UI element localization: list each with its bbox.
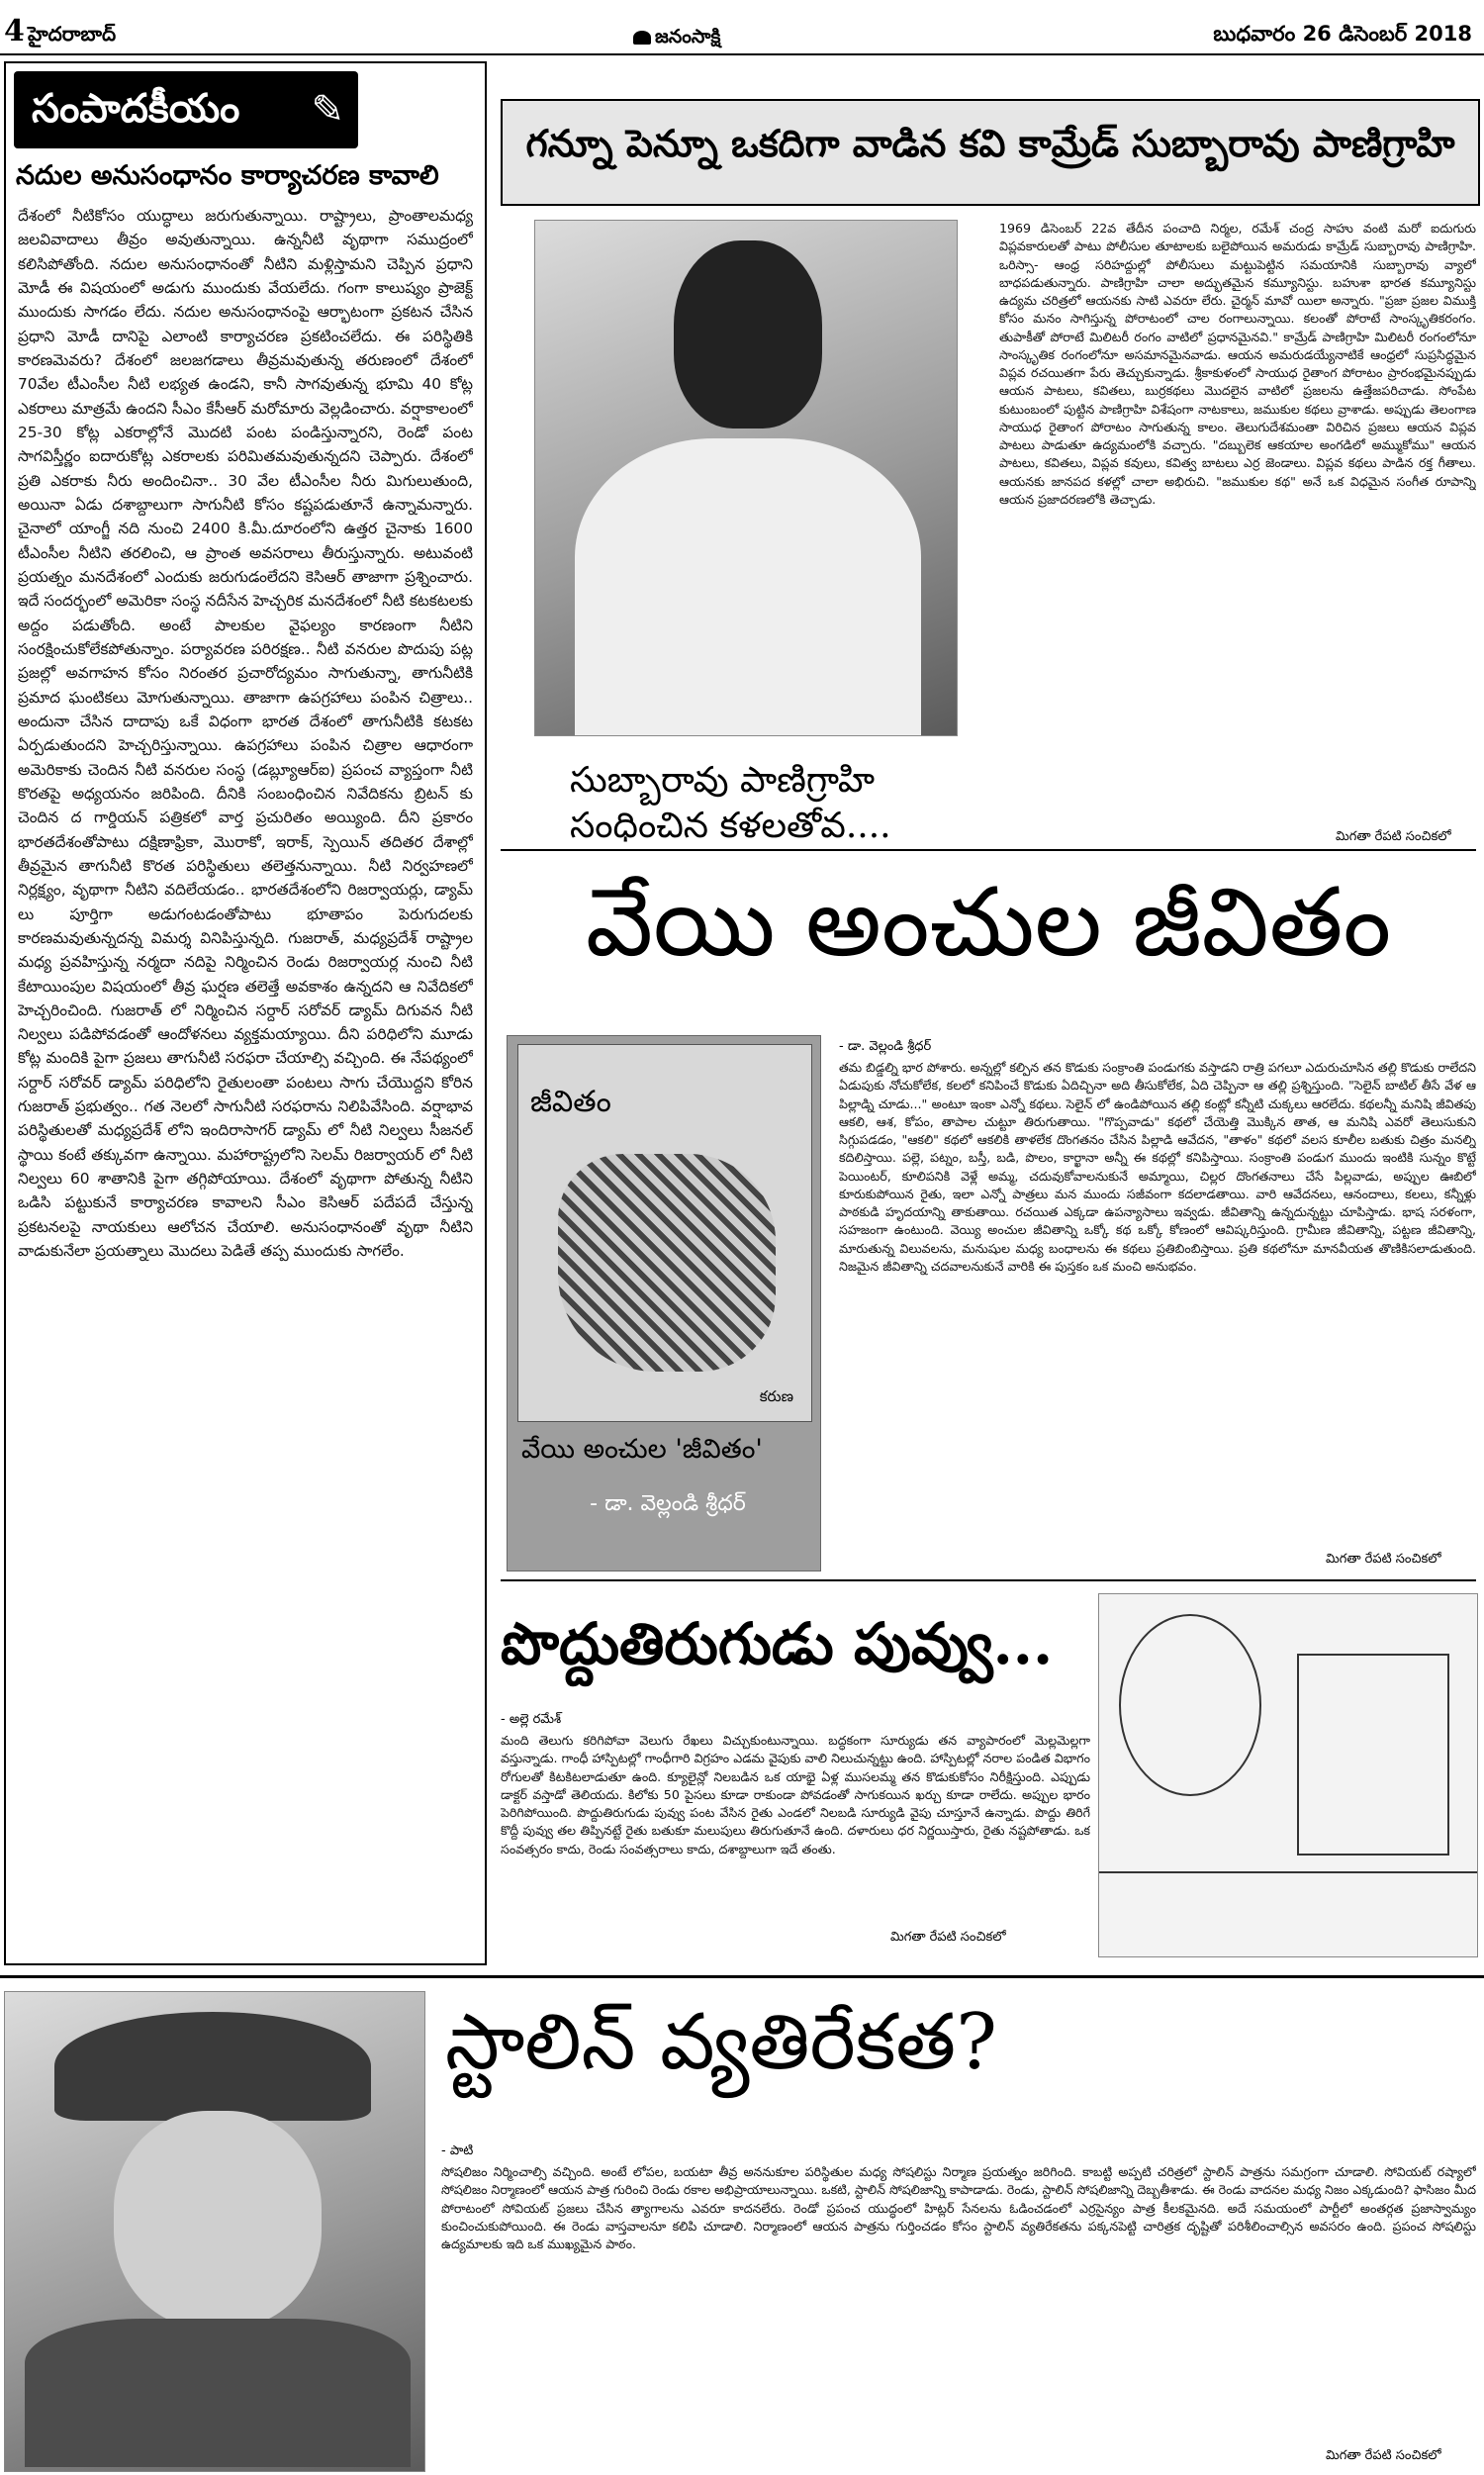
photo-face: [114, 2111, 322, 2329]
story2-rule: [501, 1579, 1476, 1581]
story4-author: - పాటి: [441, 2143, 474, 2158]
story2-headline: వేయి అంచుల జీవితం: [585, 871, 1392, 976]
photo-cap: [54, 2012, 371, 2121]
editorial-badge: సంపాదకీయం ✎: [14, 71, 358, 148]
book-author: - డా. వెల్లండి శ్రీధర్: [590, 1491, 746, 1516]
location-label: హైదరాబాద్: [28, 22, 117, 46]
editorial-body: దేశంలో నీటికోసం యుద్ధాలు జరుగుతున్నాయి. రాష్ట్రాలు, ప్రాంతాలమధ్య జలవివాదాలు తీవ్రం అవుతున్నాయి. ఉన్ననీటి వృథాగా సముద్రంలో కలిసిపోతోంది. నదుల అనుసంధానంతో నీటిని మళ్లిస్తామని చెప్పిన ప్రధాని మోడీ ఈ విషయంలో అడుగు ముందుకు వేయలేదు. గంగా కాలుష్యం ప్రాజెక్ట్ ముందుకు సాగడం లేదు. నదుల అనుసంధానంపై ఆర్భాటంగా ప్రకటన చేసిన ప్రధాని మోడీ దానిపై ఎలాంటి కార్యాచరణ ప్రకటించలేదు. ఈ పరిస్థితికి కారణమెవరు? దేశంలో జలజగడాలు తీవ్రమవుతున్న తరుణంలో దేశంలో 70వేల టీఎంసీల నీటి లభ్యత ఉండని, కానీ సాగవుతున్న భూమి 40 కోట్ల ఎకరాలు మాత్రమే ఉందని సీఎం కేసీఆర్ మరోమారు వెల్లడించారు. వర్షాకాలంలో 25-30 కోట్ల ఎకరాల్లోనే మొదటి పంట పండిస్తున్నారని, రెండో పంట సాగవిస్తీర్ణం ఐదారుకోట్ల ఎకరాలకు పరిమితమవుతున్నదని చెప్పారు. దేశంలో ప్రతి ఎకరాకు నీరు అందించినా.. 30 వేల టీఎంసీల నీరు మిగులుతుంది, అయినా ఏడు దశాబ్దాలుగా సాగునీటి కోసం కష్టపడుతూనే ఉన్నామన్నారు. చైనాలో యాంగ్జీ నది నుంచి 2400 కి.మీ.దూరంలోని ఉత్తర చైనాకు 1600 టీఎంసీల నీటిని తరలించి, ఆ ప్రాంత అవసరాలు తీరుస్తున్నారు. అటువంటి ప్రయత్నం మనదేశంలో ఎందుకు జరుగుడంలేదని కెసిఆర్ తాజాగా ప్రశ్నించారు. ఇదే సందర్భంలో అమెరికా సంస్థ నదీసేన హెచ్చరిక మనదేశంలో నీటి కటకటలకు అద్దం పడుతోంది. అంటే పాలకుల వైఫల్యం కారణంగా నీటిని సంరక్షించుకోలేకపోతున్నాం. పర్యావరణ పరిరక్షణ.. నీటి వనరుల పొదుపు పట్ల ప్రజల్లో అవగాహన కోసం నిరంతర ప్రచారోద్యమం సాగుతున్నా, తాగునీటికి ప్రమాద ఘంటికలు మోగుతున్నాయి. తాజాగా ఉపగ్రహాలు పంపిన చిత్రాలు.. అందునా చేసిన దాదాపు ఒకే విధంగా భారత దేశంలో తాగునీటికి కటకట ఏర్పడుతుందని హెచ్చరిస్తున్నాయి. ఉపగ్రహాలు పంపిన చిత్రాల ఆధారంగా అమెరికాకు చెందిన నీటి వనరుల సంస్థ (డబ్ల్యూఆర్ఐ) ప్రపంచ వ్యాప్తంగా నీటి కొరతపై అధ్యయనం జరిపింది. దీనికి సంబంధించిన నివేదికను బ్రిటన్ కు చెందిన ద గార్డియన్ పత్రికలో వార్త ప్రచురితం అయ్యింది. దీని ప్రకారం భారతదేశంతోపాటు దక్షిణాఫ్రికా, మొరాకో, ఇరాక్, స్పెయిన్ తదితర దేశాల్లో తీవ్రమైన తాగునీటి కొరత పరిస్థితులు తలెత్తనున్నాయి. నీటి నిర్వహణలో నిర్లక్ష్యం, వృథాగా నీటిని వదిలేయడం.. భారతదేశంలోని రిజర్వాయర్లు, డ్యామ్ లు పూర్తిగా అడుగంటడంతోపాటు భూతాపం పెరుగుదలకు కారణమవుతున్నదన్న విమర్శ వినిపిస్తున్నది. గుజరాత్, మధ్యప్రదేశ్ రాష్ట్రాల మధ్య ప్రవహిస్తున్న నర్మదా నదిపై నిర్మించిన రెండు రిజర్వాయర్ల నుంచి నీటి కేటాయింపుల విషయంలో తీవ్ర ఘర్షణ తలెత్తే అవకాశం ఉన్నదని ఆ నివేదికలో హెచ్చరించింది. గుజరాత్ లో నిర్మించిన సర్దార్ సరోవర్ డ్యామ్ దిగువన నీటి నిల్వలు పడిపోవడంతో ఆందోళనలు వ్యక్తమయ్యాయి. దీని పరిధిలోని మూడు కోట్ల మందికి పైగా ప్రజలు తాగునీటి సరఫరా చేయాల్సి వచ్చింది. ఈ నేపథ్యంలో సర్దార్ సరోవర్ డ్యామ్ పరిధిలోని రైతులంతా పంటలు సాగు చేయొద్దని కోరిన గుజరాత్ ప్రభుత్వం.. గత నెలలో సాగునీటి సరఫరాను నిలిపివేసింది. వర్షాభావ పరిస్థితులతో మధ్యప్రదేశ్ లోని ఇందిరాసాగర్ డ్యామ్ లో నీటి నిల్వలు సీజనల్ స్థాయి కంటే తక్కువగా ఉన్నాయి. మహారాష్ట్రలోని సెలమ్ రిజర్వాయర్ లో నీటి నిల్వలు 60 శాతానికి పైగా తగ్గిపోయాయి. దేశంలో వృథాగా పోతున్న నీటిని ఒడిసి పట్టుకునే కార్యాచరణ కావాలని సీఎం కెసిఆర్ పదేపదే చేస్తున్న ప్రకటనలపై నాయకులు ఆలోచన చేయాలి. అనుసంధానంతో వృథా నీటిని వాడుకునేలా ప్రయత్నాలు మొదలు పెడితే తప్ప ముందుకు సాగలేం.: [18, 207, 473, 1261]
sketch-house: [1297, 1654, 1449, 1856]
story3-headline: పొద్దుతిరుగుడు పువ్వు...: [501, 1610, 1054, 1677]
story3-author: - అల్లె రమేశ్: [501, 1712, 562, 1727]
story3-byline: మిగతా రేపటి సంచికలో: [890, 1930, 1006, 1945]
story4-body: సోషలిజం నిర్మించాల్సి వచ్చింది. అంటే లోపల, బయటా తీవ్ర అననుకూల పరిస్థితుల మధ్య సోషలిస్టు నిర్మాణ ప్రయత్నం జరిగింది. కాబట్టి అప్పటి చరిత్రలో స్టాలిన్ పాత్రను సమగ్రంగా చూడాలి. సోవియట్ రష్యాలో సోషలిజం నిర్మాణంలో ఆయన పాత్ర గురించి రెండు రకాల అభిప్రాయాలున్నాయి. ఒకటి, స్టాలిన్ సోషలిజాన్ని కాపాడాడు. రెండు, స్టాలిన్ సోషలిజాన్ని దెబ్బతీశాడు. ఈ రెండు వాదనల మధ్య నిజం ఎక్కడుంది? ఫాసిజం మీద పోరాటంలో సోవియట్ ప్రజలు చేసిన త్యాగాలను ఎవరూ కాదనలేరు. రెండో ప్రపంచ యుద్ధంలో హిట్లర్ సేనలను ఓడించడంలో ఎర్రసైన్యం పాత్ర కీలకమైనది. అదే సమయంలో పార్టీలో అంతర్గత ప్రజాస్వామ్యం కుంచించుకుపోయింది. ఈ రెండు వాస్తవాలనూ కలిపి చూడాలి. నిర్మాణంలో ఆయన పాత్రను గుర్తించడం కోసం స్టాలిన్ వ్యతిరేకతను పక్కనపెట్టి చారిత్రక దృష్టితో పరిశీలించాల్సిన అవసరం ఉంది. ప్రపంచ సోషలిస్టు ఉద్యమాలకు ఇది ఒక ముఖ్యమైన పాఠం.: [441, 2164, 1476, 2251]
story1-byline: మిగతా రేపటి సంచికలో: [1336, 829, 1451, 844]
story1-rule: [501, 849, 1476, 851]
page-divider: [0, 1975, 1484, 1978]
story2-body: తమ బిడ్డల్ని భార పోశారు. అన్నల్లో కల్పిన తన కొడుకు సంక్రాంతి పండుగకు వస్తాడని రాత్రి పగలూ ఎదురుచూసిన తల్లి కొడుకు రాలేదని ఏడుపుకు నోచుకోలేక, కలలో కనిపించే కొడుకు ఏదిచ్చినా అది తీసుకోలేక, ఏది చెప్పినా ఆ తల్లి ప్రశ్నిస్తుంది. "సెలైన్ బాటిల్ తీసే వేళ ఆ పిల్లాడ్ని చూడు..." అంటూ ఇంకా ఎన్నో కథలు. సెలైన్ లో ఉండిపోయిన తల్లి కంట్లో కన్నీటి చుక్కలు ఆరలేదు. కథలన్నీ మనిషి జీవితపు ఆకలి, ఆశ, కోపం, తాపాల చుట్టూ తిరుగుతాయి. "గొప్పవాడు" కథలో చేయెత్తి మొక్కిన తాత, ఆ మనిషి ఎవరో తెలుసుకుని సిగ్గుపడడం, "ఆకలి" కథలో ఆకలికి తాళలేక దొంగతనం చేసిన పిల్లాడి ఆవేదన, "తాళం" కథలో వలస కూలీల బతుకు చిత్రం మనల్ని కదిలిస్తాయి. పల్లె, పట్నం, బస్తీ, బడి, పొలం, కార్ఖానా అన్నీ ఈ కథల్లో కనిపిస్తాయి. సంక్రాంతి పండుగ ముందు ఇంటికి సున్నం కొట్టే పెయింటర్, కూలిపనికి వెళ్లే అమ్మ, చదువుకోవాలనుకునే అమ్మాయి, చిల్లర దొంగతనాలు చేసే పిల్లవాడు, అప్పుల ఊబిలో కూరుకుపోయిన రైతు, ఇలా ఎన్నో పాత్రలు మన ముందు సజీవంగా కదలాడతాయి. వారి ఆవేదనలు, ఆనందాలు, కలలు, కన్నీళ్లు పాఠకుడి హృదయాన్ని తాకుతాయి. రచయిత ఎక్కడా ఉపన్యాసాలు ఇవ్వడు. జీవితాన్ని ఉన్నదున్నట్టు చూపిస్తాడు. భాష సరళంగా, సహజంగా ఉంటుంది. వెయ్యి అంచుల జీవితాన్ని ఒక్కో కథ ఒక్కో కోణంలో ఆవిష్కరిస్తుంది. గ్రామీణ జీవితాన్ని, పట్టణ జీవితాన్ని, మారుతున్న విలువలను, మనుషుల మధ్య బంధాలను ఈ కథలు ప్రతిబింబిస్తాయి. ప్రతి కథలోనూ మానవీయత తొణికిసలాడుతుంది. నిజమైన జీవితాన్ని చదవాలనుకునే వారికి ఈ పుస్తకం ఒక మంచి అనుభవం.: [839, 1060, 1476, 1274]
story3-body: మంది తెలుగు కరిగిపోవా వెలుగు రేఖలు విచ్చుకుంటున్నాయి. బద్ధకంగా సూర్యుడు తన వ్యాపారంలో మెల్లమెల్లగా వస్తున్నాడు. గాంధీ హాస్పిటల్లో గాంధీగారి విగ్రహం ఎడమ వైపుకు వాలి నిలుచున్నట్టు ఉంది. హాస్పిటల్లో నరాల పండిత విభాగం రోగులతో కిటకిటలాడుతూ ఉంది. క్యూలైన్లో నిలబడిన ఒక యాభై ఏళ్ల ముసలమ్మ తన కొడుకుకోసం నిరీక్షిస్తుంది. ఎప్పుడు డాక్టర్ వస్తాడో తెలియదు. కిలోకు 50 పైసలు కూడా రాకుండా పోవడంతో సాగుకయిన ఖర్చు కూడా రాలేదు. అప్పుల భారం పెరిగిపోయింది. పొద్దుతిరుగుడు పువ్వు పంట వేసిన రైతు ఎండలో నిలబడి సూర్యుడి వైపు చూస్తూనే ఉన్నాడు. పొద్దు తిరిగే కొద్దీ పువ్వు తల తిప్పినట్టే రైతు బతుకూ మలుపులు తిరుగుతూనే ఉంది. దళారులు ధర నిర్ణయిస్తారు, రైతు నష్టపోతాడు. ఒక సంవత్సరం కాదు, రెండు సంవత్సరాలు కాదు, దశాబ్దాలుగా ఇదే తంతు.: [501, 1733, 1090, 1856]
pen-icon: ✎: [311, 87, 344, 133]
book-card: [507, 1035, 821, 1571]
story2-byline: మిగతా రేపటి సంచికలో: [1326, 1552, 1441, 1567]
portrait-head: [674, 240, 822, 428]
book-caption: వేయి అంచుల 'జీవితం': [521, 1434, 763, 1465]
book-title: జీవితం: [530, 1085, 611, 1119]
story1-portrait-photo: [534, 220, 958, 736]
book-cover: [517, 1044, 812, 1422]
sketch-tree: [1119, 1614, 1261, 1796]
paper-logo-icon: [633, 31, 651, 45]
editorial-box: [4, 61, 487, 1965]
story2-author: - డా. వెల్లండి శ్రీధర్: [839, 1039, 932, 1054]
photo-uniform: [25, 2319, 411, 2467]
portrait-body: [575, 438, 921, 735]
page-number: 4: [4, 14, 25, 48]
editorial-headline: నదుల అనుసంధానం కార్యాచరణ కావాలి: [16, 160, 439, 191]
paper-name: జనంసాక్షి: [633, 26, 720, 52]
masthead-rule: [0, 53, 1484, 55]
story1-headline: గన్నూ పెన్నూ ఒకదిగా వాడిన కవి కామ్రేడ్ సుబ్బారావు పాణిగ్రాహి: [525, 121, 1455, 165]
story1-headline-bar: [501, 99, 1480, 206]
masthead: [0, 0, 1484, 55]
story4-byline: మిగతా రేపటి సంచికలో: [1326, 2448, 1441, 2463]
story1-photo-caption: సుబ్బారావు పాణిగ్రాహి సంధించిన కళలతోవ....: [570, 760, 891, 847]
book-art: [558, 1154, 776, 1372]
story3-sketch: [1098, 1593, 1478, 1957]
story4-headline: స్టాలిన్ వ్యతిరేకత?: [445, 1998, 997, 2087]
stalin-photo: [4, 1991, 425, 2472]
issue-date: బుధవారం 26 డిసెంబర్ 2018: [1213, 22, 1472, 46]
story1-body: 1969 డిసెంబర్ 22వ తేదీన పంచాది నిర్మల, రమేశ్ చంద్ర సాహు వంటి మరో ఐదుగురు విప్లవకారులతో పాటు పోలీసుల తూటాలకు బలైపోయిన అమరుడు కామ్రేడ్ సుబ్బారావు పాణిగ్రాహి. ఒరిస్సా- ఆంధ్ర సరిహద్దుల్లో పోలీసులు మట్టుపెట్టిన సమయానికి సుబ్బారావు వ్యాలో బాధపడుతున్నారు. పాణిగ్రాహి చాలా అద్భుతమైన కమ్యూనిస్టు. బహుశా భారత కమ్యూనిస్టు ఉద్యమ చరిత్రలో ఆయనకు సాటి ఎవరూ లేరు. చైర్మన్ మావో యిలా అన్నారు. "ప్రజా ప్రజల విముక్తి కోసం మనం సాగిస్తున్న పోరాటంలో చాల రంగాలున్నాయి. కలంతో పోరాటే సాంస్కృతికరంగం. తుపాకీతో పోరాటే మిలిటరీ రంగం వాటిలో ప్రధానమైనవి." కామ్రేడ్ పాణిగ్రాహి మిలిటరీ రంగంలోనూ సాంస్కృతిక రంగంలోనూ అసమానమైనవాడు. ఆయన అమరుడయ్యేనాటికే ఆంధ్రలో సుప్రసిద్ధమైన విప్లవ రచయితగా పేరు తెచ్చుకున్నాడు. శ్రీకాకుళంలో సాయుధ రైతాంగ పోరాటం ప్రారంభమైనప్పుడు ఆయన పాటలు, కవితలు, బుర్రకథలు మొదలైన వాటిలో ప్రజలను ఉత్తేజపరిచాడు. సోంపేట కుటుంబంలో పుట్టిన పాణిగ్రాహి విశేషంగా నాటకాలు, జముకుల కథలు వ్రాశాడు. అప్పుడు తెలంగాణ సాయుధ రైతాంగ పోరాటం సాగుతున్న కాలం. తెలుగుదేశమంతా విరిచిన ప్రజలు ఆయన విప్లవ పాటలు పాడుతూ ఉద్యమంలోకి వచ్చారు. "దబ్బులెక ఆకయాల అంగడిలో అమ్ముకోము" ఆయన పాటలు, కవితలు, విప్లవ కవులు, కవిత్వ బాటలు ఎర్ర జెండాలు. విప్లవ కథలు పాడిన రక్త గీతాలు. ఆయనకు జానపద కళల్లో చాలా అభిరుచి. "జముకుల కథ" అనే ఒక విధమైన సంగీత రూపాన్ని ఆయన ప్రజాదరణలోకి తెచ్చాడు.: [999, 221, 1476, 507]
book-publisher: కరుణ: [759, 1387, 793, 1405]
sketch-ground: [1099, 1871, 1477, 1873]
